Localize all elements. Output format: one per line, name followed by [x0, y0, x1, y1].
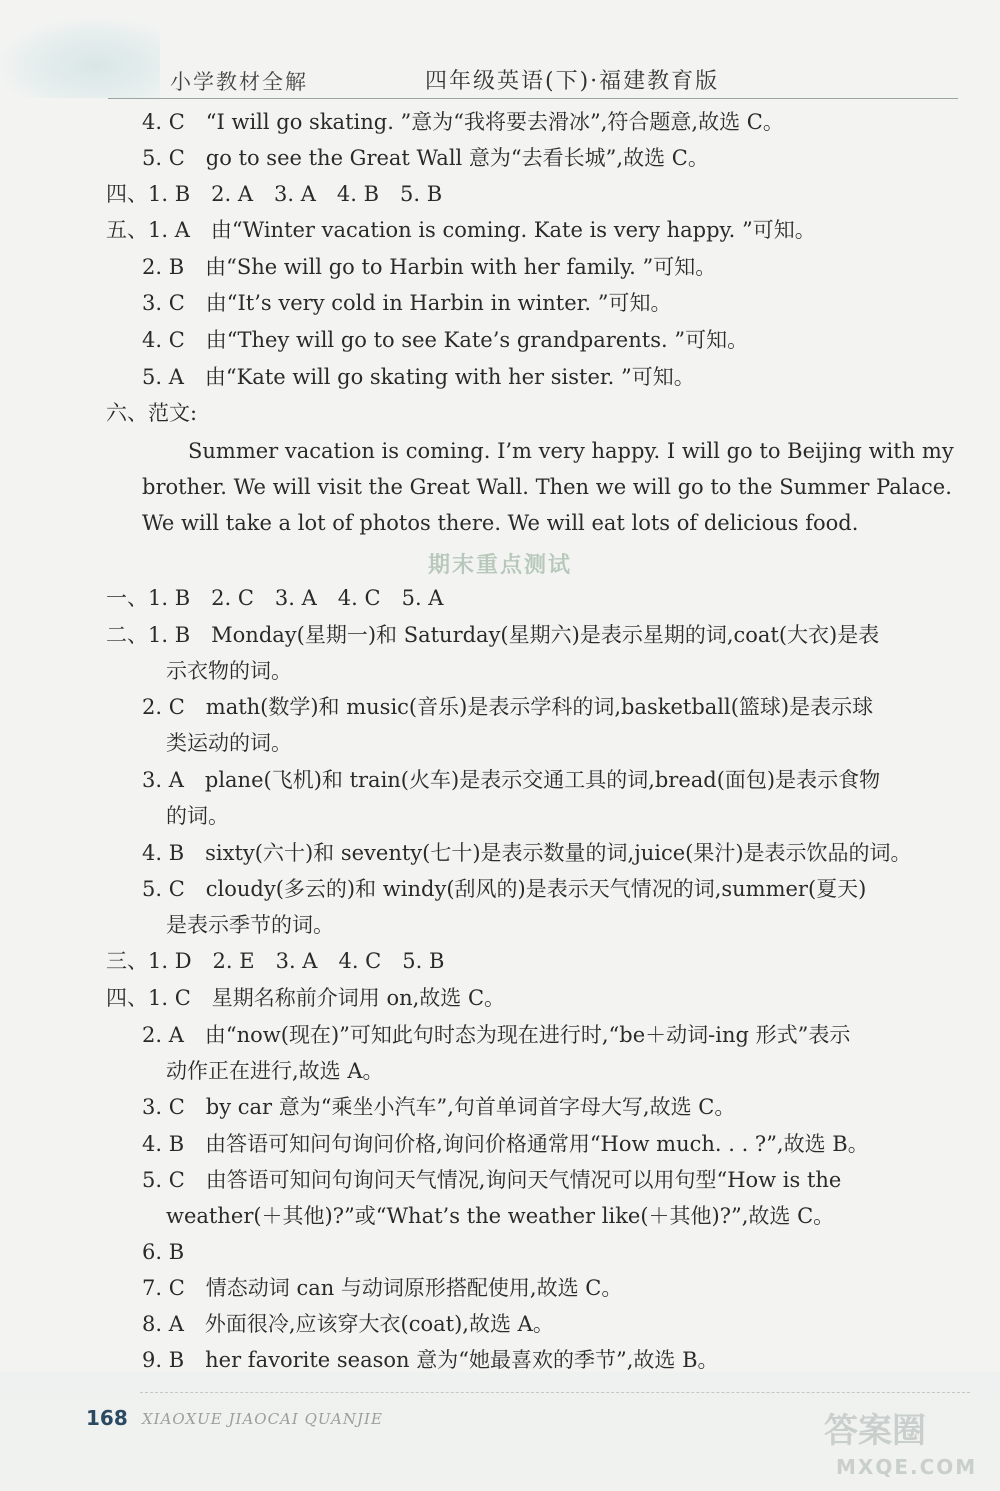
answer-line: 2. B 由“She will go to Harbin with her family. ”可知。: [142, 255, 717, 279]
book-title: 小学教材全解: [170, 70, 308, 94]
answer-line: 五、1. A 由“Winter vacation is coming. Kate is very happy. ”可知。: [106, 218, 816, 242]
answer-line: 9. B her favorite season 意为“她最喜欢的季节”,故选 B。: [142, 1348, 719, 1372]
essay-line: Summer vacation is coming. I’m very happy. I will go to Beijing with my: [188, 439, 954, 463]
answer-line: 4. B 由答语可知问句询问价格,询问价格通常用“How much. . . ?”,故选 B。: [142, 1132, 869, 1156]
answer-line: 四、1. C 星期名称前介词用 on,故选 C。: [106, 986, 506, 1010]
answer-line: 示衣物的词。: [166, 659, 292, 683]
answer-line: 5. C 由答语可知问句询问天气情况,询问天气情况可以用句型“How is the: [142, 1168, 842, 1192]
answer-line: 8. A 外面很冷,应该穿大衣(coat),故选 A。: [142, 1312, 554, 1336]
answer-line: 4. C “I will go skating. ”意为“我将要去滑冰”,符合题意,故选 C。: [142, 110, 784, 134]
watermark-logo: [818, 1398, 988, 1482]
answer-line: 2. A 由“now(现在)”可知此句时态为现在进行时,“be＋动词-ing 形式”表示: [142, 1023, 851, 1047]
answer-line: 6. B: [142, 1240, 185, 1264]
watermark-text: 答案圈: [824, 1411, 926, 1451]
answer-line: 的词。: [166, 804, 229, 828]
answer-line: 5. C go to see the Great Wall 意为“去看长城”,故选 C。: [142, 146, 709, 170]
answer-line: 7. C 情态动词 can 与动词原形搭配使用,故选 C。: [142, 1276, 623, 1300]
answer-line: weather(＋其他)?”或“What’s the weather like(＋其他)?”,故选 C。: [166, 1204, 835, 1228]
essay-line: brother. We will visit the Great Wall. Then we will go to the Summer Palace.: [142, 475, 952, 499]
essay-line: We will take a lot of photos there. We will eat lots of delicious food.: [142, 511, 859, 535]
answer-line: 4. B sixty(六十)和 seventy(七十)是表示数量的词,juice(果汁)是表示饮品的词。: [142, 841, 912, 865]
answer-line: 5. A 由“Kate will go skating with her sister. ”可知。: [142, 365, 695, 389]
section-heading: 六、范文:: [106, 401, 198, 425]
answer-line: 3. A plane(飞机)和 train(火车)是表示交通工具的词,bread(面包)是表示食物: [142, 768, 881, 792]
answer-line: 动作正在进行,故选 A。: [166, 1059, 384, 1083]
book-subtitle: 四年级英语(下)·福建教育版: [425, 69, 720, 94]
answer-line: 类运动的词。: [166, 731, 292, 755]
answer-line: 3. C 由“It’s very cold in Harbin in winter. ”可知。: [142, 291, 672, 315]
page-number: 168: [86, 1406, 128, 1430]
answer-line: 3. C by car 意为“乘坐小汽车”,句首单词首字母大写,故选 C。: [142, 1095, 736, 1119]
header-logo: [0, 18, 160, 98]
header-divider: [108, 98, 958, 99]
answer-line: 四、1. B 2. A 3. A 4. B 5. B: [106, 182, 443, 206]
watermark-url: MXQE.COM: [836, 1455, 978, 1479]
answer-line: 是表示季节的词。: [166, 913, 334, 937]
answer-line: 2. C math(数学)和 music(音乐)是表示学科的词,basketball(篮球)是表示球: [142, 695, 874, 719]
answer-line: 4. C 由“They will go to see Kate’s grandparents. ”可知。: [142, 328, 749, 352]
footer-divider: [140, 1392, 970, 1393]
answer-line: 5. C cloudy(多云的)和 windy(刮风的)是表示天气情况的词,summer(夏天): [142, 877, 867, 901]
footer-series-name: XIAOXUE JIAOCAI QUANJIE: [142, 1410, 383, 1428]
section-title: 期末重点测试: [427, 552, 572, 578]
answer-line: 一、1. B 2. C 3. A 4. C 5. A: [106, 586, 444, 610]
answer-line: 二、1. B Monday(星期一)和 Saturday(星期六)是表示星期的词,coat(大衣)是表: [106, 623, 880, 647]
answer-line: 三、1. D 2. E 3. A 4. C 5. B: [106, 949, 445, 973]
